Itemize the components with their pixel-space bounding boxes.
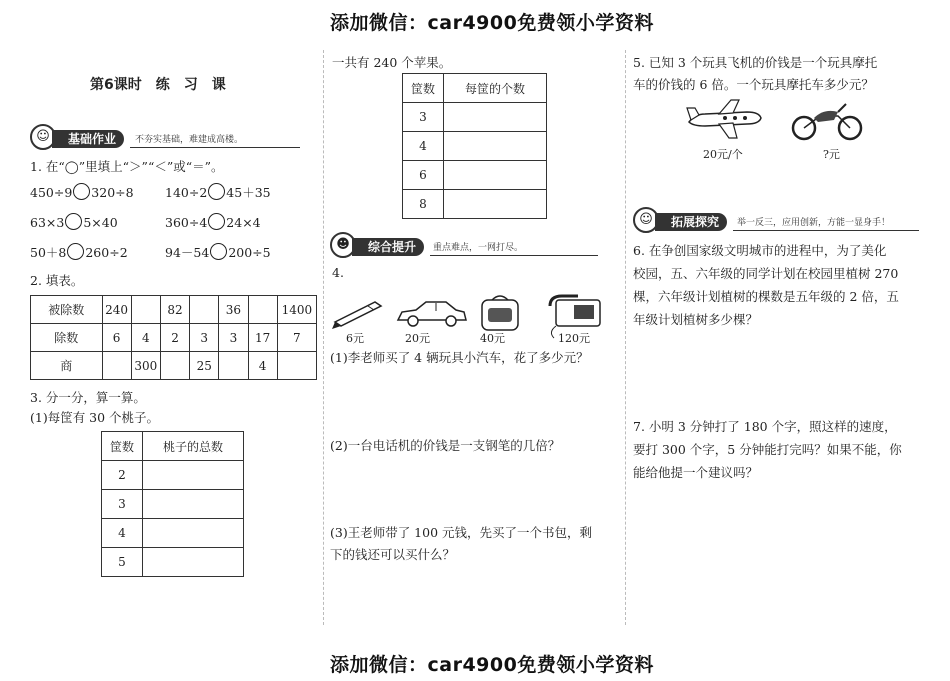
section-motto: 重点难点，一网打尽。	[433, 243, 524, 253]
compare-circle[interactable]	[73, 183, 90, 200]
section-motto: 不夯实基础，难建成高楼。	[135, 135, 244, 145]
expr-right: 45＋35	[226, 185, 271, 200]
watermark-top: 添加微信：car4900免费领小学资料	[330, 12, 654, 34]
table-cell[interactable]	[219, 352, 248, 380]
column-divider-right	[625, 50, 626, 625]
table-cell[interactable]	[131, 296, 160, 324]
q7-line3: 能给他提一个建议吗？	[633, 465, 759, 480]
q6-line3: 棵，六年级计划植树的棵数是五年级的 2 倍，五	[633, 289, 899, 304]
basket-count: 4	[403, 132, 444, 161]
comparison-item	[165, 183, 271, 201]
expr-right: 200÷5	[228, 245, 271, 260]
answer-cell[interactable]	[444, 103, 547, 132]
q7-line2: 要打 300 个字，5 分钟能打完吗？如果不能，你	[633, 442, 902, 457]
comparison-item	[165, 213, 261, 230]
expr-left: 94－54	[165, 245, 210, 260]
column-header: 桃子的总数	[143, 432, 244, 461]
q7-line1: 7. 小明 3 分钟打了 180 个字，照这样的速度，	[633, 419, 897, 434]
telephone-price: 120元	[558, 332, 590, 345]
section-banner-extension	[633, 213, 919, 231]
table-row	[102, 461, 244, 490]
comparison-item	[30, 183, 134, 200]
table-row	[102, 548, 244, 577]
table-cell: 240	[102, 296, 131, 324]
mascot-icon: ☺	[30, 124, 56, 150]
table-cell[interactable]	[277, 352, 316, 380]
section-label: 拓展探究	[655, 213, 727, 231]
compare-circle[interactable]	[208, 183, 225, 200]
q3-peach-table	[101, 431, 244, 577]
table-cell: 3	[190, 324, 219, 352]
table-cell[interactable]	[248, 296, 277, 324]
q3-part1: (1)每筐有 30 个桃子。	[30, 410, 160, 425]
toy-motorcycle-icon	[790, 98, 866, 142]
watermark-bottom: 添加微信：car4900免费领小学资料	[330, 654, 654, 676]
toy-car-price: 20元	[405, 332, 430, 345]
section-rule	[733, 230, 919, 231]
section-label: 基础作业	[52, 130, 124, 148]
q2-fill-table	[30, 295, 317, 380]
table-cell: 4	[131, 324, 160, 352]
toy-plane-icon	[685, 98, 765, 142]
row-header: 除数	[31, 324, 103, 352]
table-cell[interactable]	[160, 352, 189, 380]
q6-line4: 年级计划植树多少棵？	[633, 312, 759, 327]
table-cell: 6	[102, 324, 131, 352]
expr-left: 50＋8	[30, 245, 67, 260]
q6-line1: 6. 在争创国家级文明城市的进程中，为了美化	[633, 243, 887, 258]
q5-line2: 车的价钱的 6 倍。一个玩具摩托车多少元？	[633, 77, 874, 92]
column-header: 筐数	[102, 432, 143, 461]
basket-count: 6	[403, 161, 444, 190]
column-header: 每筐的个数	[444, 74, 547, 103]
answer-cell[interactable]	[444, 132, 547, 161]
table-row	[403, 161, 547, 190]
table-header-row	[403, 74, 547, 103]
table-row	[102, 490, 244, 519]
section-rule	[130, 147, 300, 148]
q4-sub3-line2: 下的钱还可以买什么？	[330, 547, 456, 562]
table-row	[403, 103, 547, 132]
answer-cell[interactable]	[444, 190, 547, 219]
q2-prompt: 2. 填表。	[30, 273, 84, 288]
basket-count: 8	[403, 190, 444, 219]
page-title: 第6课时 练 习 课	[90, 77, 226, 93]
compare-circle[interactable]	[208, 213, 225, 230]
section-label: 综合提升	[352, 238, 424, 256]
section-banner-basic	[30, 130, 300, 148]
basket-count: 2	[102, 461, 143, 490]
school-bag-price: 40元	[480, 332, 505, 345]
q3-part2: 一共有 240 个苹果。	[332, 55, 452, 70]
table-row	[403, 190, 547, 219]
motorcycle-price: ?元	[823, 148, 840, 161]
school-bag-icon	[482, 296, 518, 330]
section-motto: 举一反三，应用创新，方能一显身手！	[737, 218, 891, 228]
section-rule	[430, 255, 598, 256]
table-cell: 3	[219, 324, 248, 352]
answer-cell[interactable]	[143, 461, 244, 490]
expr-left: 63×3	[30, 215, 65, 230]
q3-prompt: 3. 分一分，算一算。	[30, 390, 146, 405]
table-cell: 4	[248, 352, 277, 380]
pen-price: 6元	[346, 332, 364, 345]
expr-right: 24×4	[226, 215, 261, 230]
basket-count: 3	[403, 103, 444, 132]
table-row	[31, 296, 317, 324]
q5-line1: 5. 已知 3 个玩具飞机的价钱是一个玩具摩托	[633, 55, 878, 70]
mascot-icon: ☺	[633, 207, 659, 233]
table-cell: 82	[160, 296, 189, 324]
table-cell: 7	[277, 324, 316, 352]
answer-cell[interactable]	[143, 490, 244, 519]
q1-prompt: 1. 在“◯”里填上“＞”“＜”或“＝”。	[30, 159, 224, 174]
table-cell: 36	[219, 296, 248, 324]
table-cell: 25	[190, 352, 219, 380]
table-cell: 300	[131, 352, 160, 380]
expr-right: 320÷8	[91, 185, 134, 200]
mascot-icon: ☻	[330, 232, 356, 258]
comparison-item	[165, 243, 271, 261]
column-header: 筐数	[403, 74, 444, 103]
expr-left: 450÷9	[30, 185, 73, 200]
expr-right: 260÷2	[85, 245, 128, 260]
q4-sub3-line1: (3)王老师带了 100 元钱，先买了一个书包，剩	[330, 525, 593, 540]
compare-circle[interactable]	[65, 213, 82, 230]
table-row	[403, 132, 547, 161]
toy-car-icon	[398, 302, 466, 326]
table-cell: 1400	[277, 296, 316, 324]
compare-circle[interactable]	[67, 243, 84, 260]
table-row	[31, 324, 317, 352]
expr-left: 140÷2	[165, 185, 208, 200]
basket-count: 4	[102, 519, 143, 548]
q6-line2: 校园，五、六年级的同学计划在校园里植树 270	[633, 266, 899, 281]
basket-count: 3	[102, 490, 143, 519]
table-cell: 2	[160, 324, 189, 352]
table-cell: 17	[248, 324, 277, 352]
expr-right: 5×40	[83, 215, 118, 230]
comparison-item	[30, 213, 118, 230]
row-header: 商	[31, 352, 103, 380]
section-banner-comprehensive	[330, 238, 598, 256]
compare-circle[interactable]	[210, 243, 227, 260]
q4-sub1: (1)李老师买了 4 辆玩具小汽车，花了多少元？	[330, 350, 589, 365]
pen-icon	[332, 302, 381, 329]
answer-cell[interactable]	[143, 548, 244, 577]
q4-sub2: (2)一台电话机的价钱是一支钢笔的几倍？	[330, 438, 561, 453]
table-cell[interactable]	[102, 352, 131, 380]
expr-left: 360÷4	[165, 215, 208, 230]
answer-cell[interactable]	[143, 519, 244, 548]
table-cell[interactable]	[190, 296, 219, 324]
table-header-row	[102, 432, 244, 461]
row-header: 被除数	[31, 296, 103, 324]
table-row	[102, 519, 244, 548]
column-divider-left	[323, 50, 324, 625]
answer-cell[interactable]	[444, 161, 547, 190]
comparison-item	[30, 243, 128, 261]
basket-count: 5	[102, 548, 143, 577]
plane-price: 20元/个	[703, 148, 743, 161]
q4-number: 4.	[332, 265, 344, 280]
table-row	[31, 352, 317, 380]
q3-apple-table	[402, 73, 547, 219]
